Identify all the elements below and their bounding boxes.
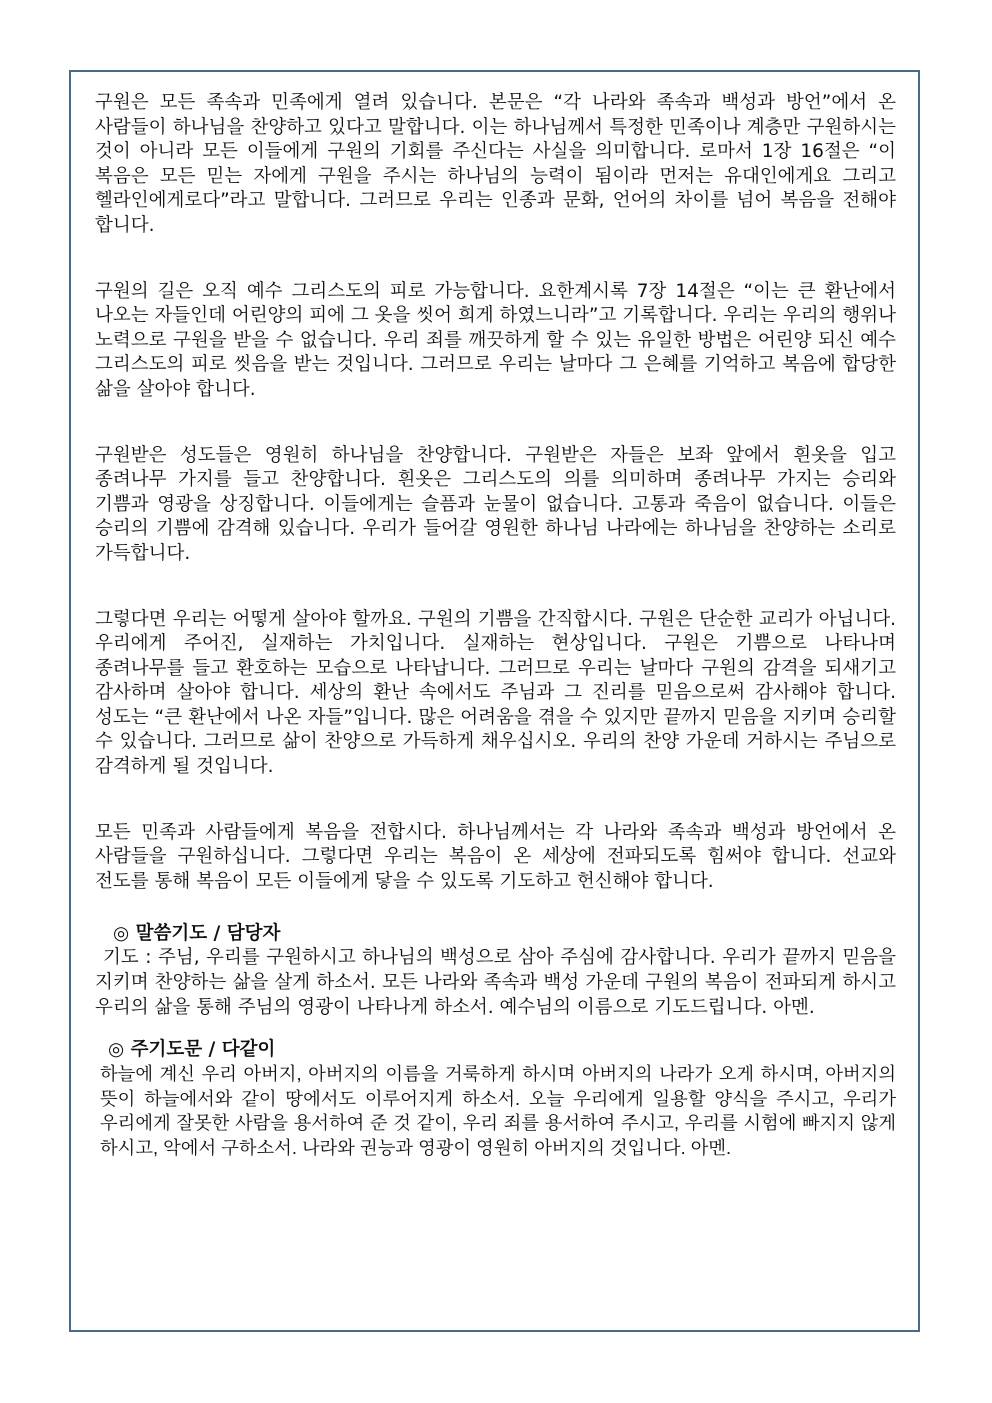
bullet-mark-icon: ◎ xyxy=(108,1039,125,1061)
lords-prayer-body: 하늘에 계신 우리 아버지, 아버지의 이름을 거룩하게 하시며 아버지의 나라가 오게 하시며, 아버지의 뜻이 하늘에서와 같이 땅에서도 이루어지게 하소서. 오늘 우리에게 일용할 양식을 주시고, 우리가 우리에게 잘못한 사람을 용서하여 준 것 같이, 우리 죄를 용서하여 주시고, 우리를 시험에 빠지지 않게 하시고, 악에서 구하소서. 나라와 권능과 영광이 영원히 아버지의 것입니다. 아멘. xyxy=(100,1063,896,1158)
prayer-body xyxy=(95,946,896,1020)
lords-prayer-heading-text: 주기도문 / 다같이 xyxy=(130,1039,276,1061)
paragraph-2: 구원의 길은 오직 예수 그리스도의 피로 가능합니다. 요한계시록 7장 14절은 “이는 큰 환난에서 나오는 자들인데 어린양의 피에 그 옷을 씻어 희게 하였느니라”고 기록합니다. 우리는 우리의 행위나 노력으로 구원을 받을 수 없습니다. 우리 죄를 깨끗하게 할 수 있는 유일한 방법은 어린양 되신 예수 그리스도의 피로 씻음을 받는 것입니다. 그러므로 우리는 날마다 그 은혜를 기억하고 복음에 합당한 삶을 살아야 합니다. xyxy=(95,280,896,400)
prayer-section xyxy=(95,922,896,1020)
paragraph-3: 구원받은 성도들은 영원히 하나님을 찬양합니다. 구원받은 자들은 보좌 앞에서 흰옷을 입고 종려나무 가지를 들고 찬양합니다. 흰옷은 그리스도의 의를 의미하며 종려나무 가지는 승리와 기쁨과 영광을 상징합니다. 이들에게는 슬픔과 눈물이 없습니다. 고통과 죽음이 없습니다. 이들은 승리의 기쁨에 감격해 있습니다. 우리가 들어갈 영원한 하나님 나라에는 하나님을 찬양하는 소리로 가득합니다. xyxy=(95,444,896,564)
document-body xyxy=(95,91,896,1161)
lords-prayer-heading xyxy=(95,1038,896,1062)
paragraph-4: 그렇다면 우리는 어떻게 살아야 할까요. 구원의 기쁨을 간직합시다. 구원은 단순한 교리가 아닙니다. 우리에게 주어진, 실재하는 가치입니다. 실재하는 현상입니다. 구원은 기쁨으로 나타나며 종려나무를 들고 환호하는 모습으로 나타납니다. 그러므로 우리는 날마다 구원의 감격을 되새기고 감사하며 살아야 합니다. 세상의 환난 속에서도 주님과 그 진리를 믿음으로써 감사해야 합니다. 성도는 “큰 환난에서 나온 자들”입니다. 많은 어려움을 겪을 수 있지만 끝까지 믿음을 지키며 승리할 수 있습니다. 그러므로 삶이 찬양으로 가득하게 채우십시오. 우리의 찬양 가운데 거하시는 주님으로 감격하게 될 것입니다. xyxy=(95,608,896,778)
prayer-heading-text: 말씀기도 / 담당자 xyxy=(135,923,281,945)
paragraph-5: 모든 민족과 사람들에게 복음을 전합시다. 하나님께서는 각 나라와 족속과 백성과 방언에서 온 사람들을 구원하십니다. 그렇다면 우리는 복음이 온 세상에 전파되도록 힘써야 합니다. 선교와 전도를 통해 복음이 모든 이들에게 닿을 수 있도록 기도하고 헌신해야 합니다. xyxy=(95,821,896,892)
prayer-body-text: 기도 : 주님, 우리를 구원하시고 하나님의 백성으로 삼아 주심에 감사합니다. 우리가 끝까지 믿음을 지키며 찬양하는 삶을 살게 하소서. 모든 나라와 족속과 백성 가운데 구원의 복음이 전파되게 하시고 우리의 삶을 통해 주님의 영광이 나타나게 하소서. 예수님의 이름으로 기도드립니다. 아멘. xyxy=(95,947,896,1018)
lords-prayer-section xyxy=(95,1038,896,1160)
prayer-heading xyxy=(95,922,896,946)
paragraph-1: 구원은 모든 족속과 민족에게 열려 있습니다. 본문은 “각 나라와 족속과 백성과 방언”에서 온 사람들이 하나님을 찬양하고 있다고 말합니다. 이는 하나님께서 특정한 민족이나 계층만 구원하시는 것이 아니라 모든 이들에게 구원의 기회를 주신다는 사실을 의미합니다. 로마서 1장 16절은 “이 복음은 모든 믿는 자에게 구원을 주시는 하나님의 능력이 됨이라 먼저는 유대인에게요 그리고 헬라인에게로다”라고 말합니다. 그러므로 우리는 인종과 문화, 언어의 차이를 넘어 복음을 전해야 합니다. xyxy=(95,92,896,236)
bullet-mark-icon: ◎ xyxy=(113,923,130,945)
